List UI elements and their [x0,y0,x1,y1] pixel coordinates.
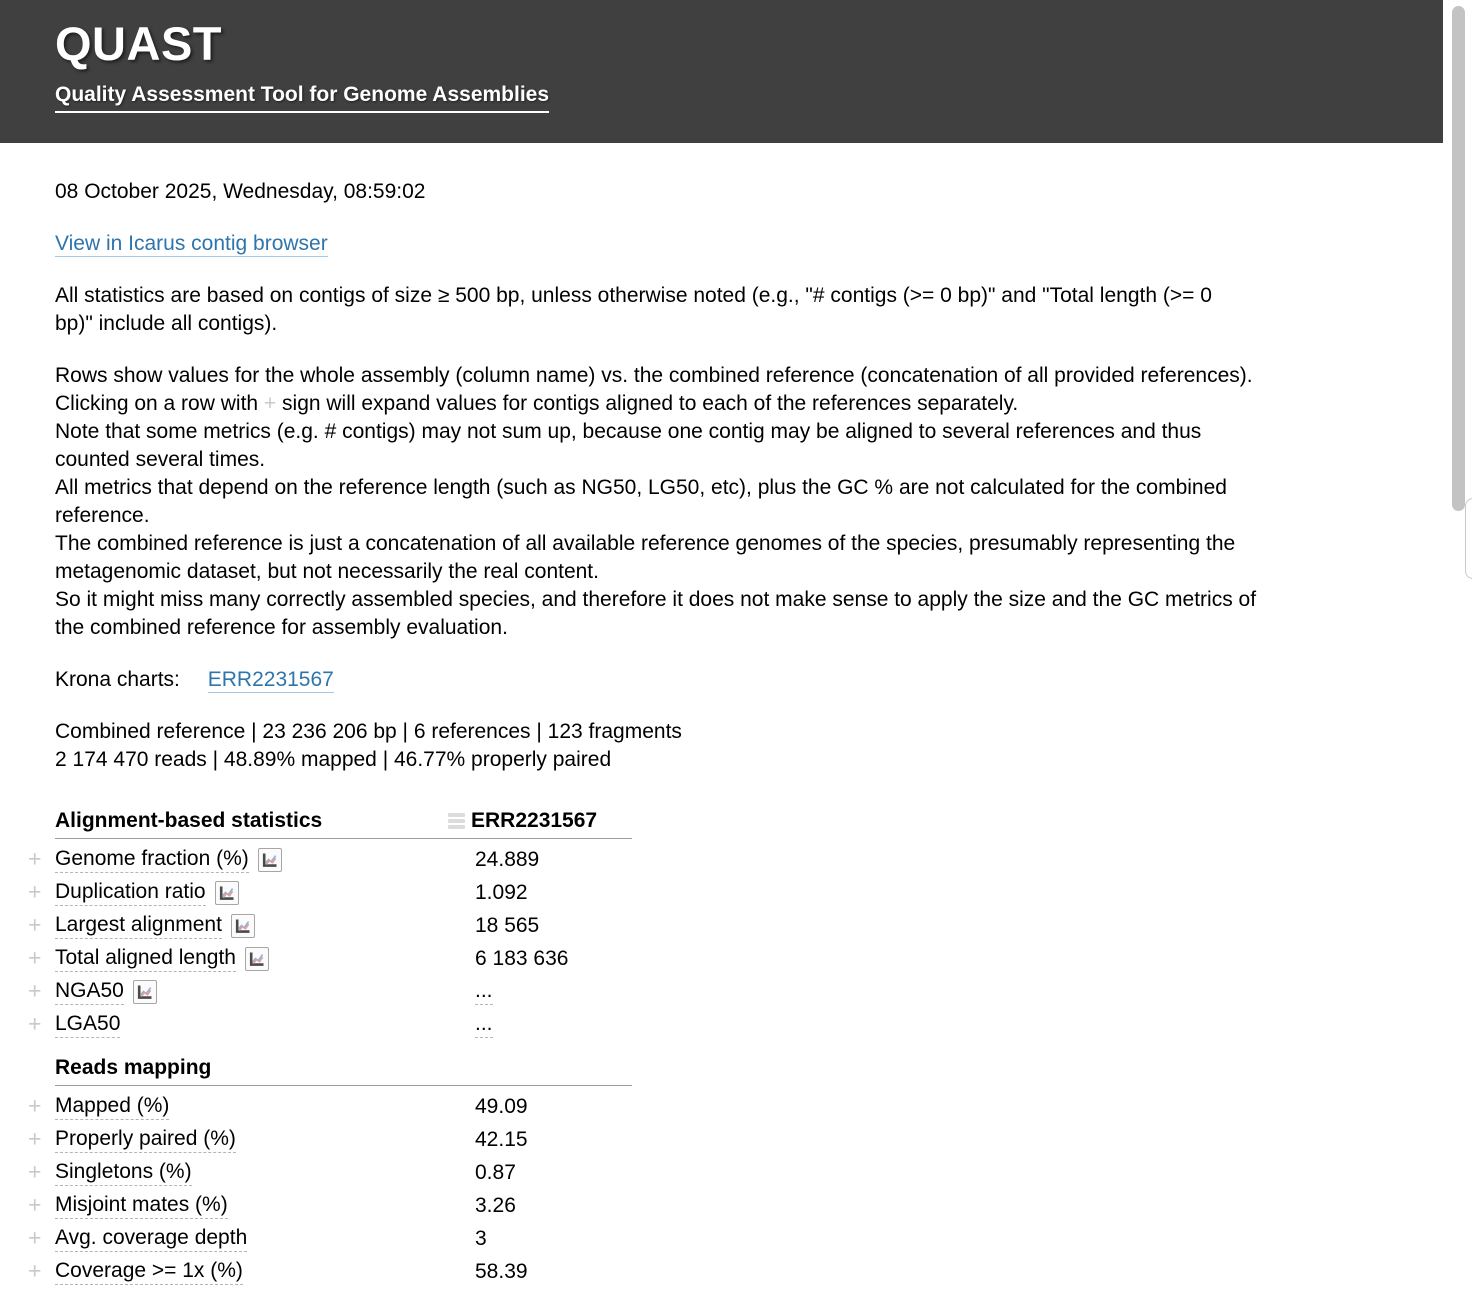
mini-plot-icon[interactable] [258,848,282,872]
metric-value: ... [475,1012,493,1038]
table-section-header [0,806,1443,836]
metric-value: 1.092 [475,880,528,904]
table-row[interactable] [0,1255,1443,1288]
table-row[interactable] [0,876,1443,909]
report-datetime: 08 October 2025, Wednesday, 08:59:02 [55,180,426,203]
metric-label[interactable]: NGA50 [55,979,124,1005]
krona-label: Krona charts: [55,668,180,691]
intro-line: All statistics are based on contigs of size ≥ 500 bp, unless otherwise noted (e.g., "# contigs (>= 0 bp)" and "Total length (>= 0 [55,284,1212,307]
metric-value: 24.889 [475,847,540,871]
mini-plot-icon[interactable] [231,914,255,938]
table-section-header [0,1053,1443,1083]
notes-text: sign will expand values for contigs aligned to each of the references separately. [276,392,1019,415]
metric-value: 0.87 [475,1160,516,1184]
notes-line: All metrics that depend on the reference length (such as NG50, LG50, etc), plus the GC % are not calculated for the combined [55,476,1227,499]
drag-handle-icon[interactable] [448,813,465,829]
metric-label[interactable]: Misjoint mates (%) [55,1193,228,1219]
notes-line: the combined reference for assembly evaluation. [55,616,508,639]
intro-line: bp)" include all contigs). [55,312,278,335]
expand-plus-icon[interactable]: + [28,910,42,937]
table-row[interactable] [0,1123,1443,1156]
section-divider [55,838,632,839]
scrollbar-thumb[interactable] [1452,6,1465,511]
vertical-scrollbar[interactable] [1443,0,1472,1290]
metric-value: 18 565 [475,913,540,937]
metric-value: 3 [475,1226,487,1250]
metric-label[interactable]: Total aligned length [55,946,236,972]
expand-plus-icon[interactable]: + [28,877,42,904]
icarus-browser-link[interactable]: View in Icarus contig browser [55,232,328,255]
metric-value: 58.39 [475,1259,528,1283]
table-row[interactable] [0,1189,1443,1222]
table-row[interactable] [0,1090,1443,1123]
assembly-name: ERR2231567 [471,809,598,832]
notes-line: reference. [55,504,150,527]
app-title: QUAST [55,17,222,70]
metrics-table [0,806,1443,1288]
notes-line: Note that some metrics (e.g. # contigs) may not sum up, because one contig may be aligned to several references and thus [55,420,1202,443]
report-body [0,143,1443,1290]
reads-summary-line: 2 174 470 reads | 48.89% mapped | 46.77% properly paired [55,748,612,771]
notes-line: The combined reference is just a concatenation of all available reference genomes of the species, presumably representing the [55,532,1236,555]
expand-plus-icon[interactable]: + [28,976,42,1003]
table-row[interactable] [0,843,1443,876]
metric-label[interactable]: Coverage >= 1x (%) [55,1259,243,1285]
intro-paragraph [0,282,1443,338]
section-title: Reads mapping [55,1056,212,1079]
metric-label[interactable]: Duplication ratio [55,880,206,906]
metric-label[interactable]: Avg. coverage depth [55,1226,247,1252]
notes-line: counted several times. [55,448,266,471]
metric-value: 3.26 [475,1193,516,1217]
expand-plus-icon[interactable]: + [28,1124,42,1151]
notes-paragraph [0,362,1443,642]
mini-plot-icon[interactable] [133,980,157,1004]
expand-plus-icon[interactable]: + [28,1009,42,1036]
expand-plus-icon[interactable]: + [28,1223,42,1250]
section-rows [0,843,1443,1041]
metric-label[interactable]: Singletons (%) [55,1160,192,1186]
mini-plot-icon[interactable] [215,881,239,905]
table-row[interactable] [0,1222,1443,1255]
metric-value: 6 183 636 [475,946,569,970]
table-row[interactable] [0,1156,1443,1189]
metric-label[interactable]: Properly paired (%) [55,1127,236,1153]
table-row[interactable] [0,942,1443,975]
table-row[interactable] [0,1008,1443,1041]
metric-label[interactable]: Genome fraction (%) [55,847,249,873]
notes-line: Rows show values for the whole assembly (column name) vs. the combined reference (concatenation of all provided references). [55,364,1253,387]
krona-charts-row [55,666,1443,694]
combined-reference-summary [0,718,1443,774]
table-row[interactable] [0,909,1443,942]
notes-line [55,390,1443,418]
notes-line: So it might miss many correctly assembled species, and therefore it does not make sense to apply the size and the GC metrics of [55,588,1257,611]
metric-value: 49.09 [475,1094,528,1118]
notes-text: Clicking on a row with [55,392,264,415]
app-subtitle: Quality Assessment Tool for Genome Assemblies [55,83,549,113]
mini-plot-icon[interactable] [245,947,269,971]
krona-chart-link[interactable]: ERR2231567 [207,668,334,691]
expand-plus-icon[interactable]: + [28,1157,42,1184]
expand-plus-icon[interactable]: + [28,1091,42,1118]
cutoff-floating-widget [1465,498,1472,579]
table-section [0,1053,1443,1288]
metric-label[interactable]: LGA50 [55,1012,120,1038]
header-banner [0,0,1443,143]
table-row[interactable] [0,975,1443,1008]
section-divider [55,1085,632,1086]
section-title: Alignment-based statistics [55,809,323,832]
expand-plus-icon[interactable]: + [28,1256,42,1283]
notes-line: metagenomic dataset, but not necessarily the real content. [55,560,599,583]
expand-plus-icon[interactable]: + [28,844,42,871]
assembly-column-header [448,806,597,836]
metric-value: 42.15 [475,1127,528,1151]
section-rows [0,1090,1443,1288]
metric-label[interactable]: Mapped (%) [55,1094,169,1120]
expand-plus-icon[interactable]: + [28,1190,42,1217]
table-section [0,806,1443,1041]
expand-plus-icon[interactable]: + [28,943,42,970]
metric-value: ... [475,979,493,1005]
metric-label[interactable]: Largest alignment [55,913,222,939]
plus-sign-inline: + [263,392,277,415]
combined-reference-line: Combined reference | 23 236 206 bp | 6 references | 123 fragments [55,720,682,743]
